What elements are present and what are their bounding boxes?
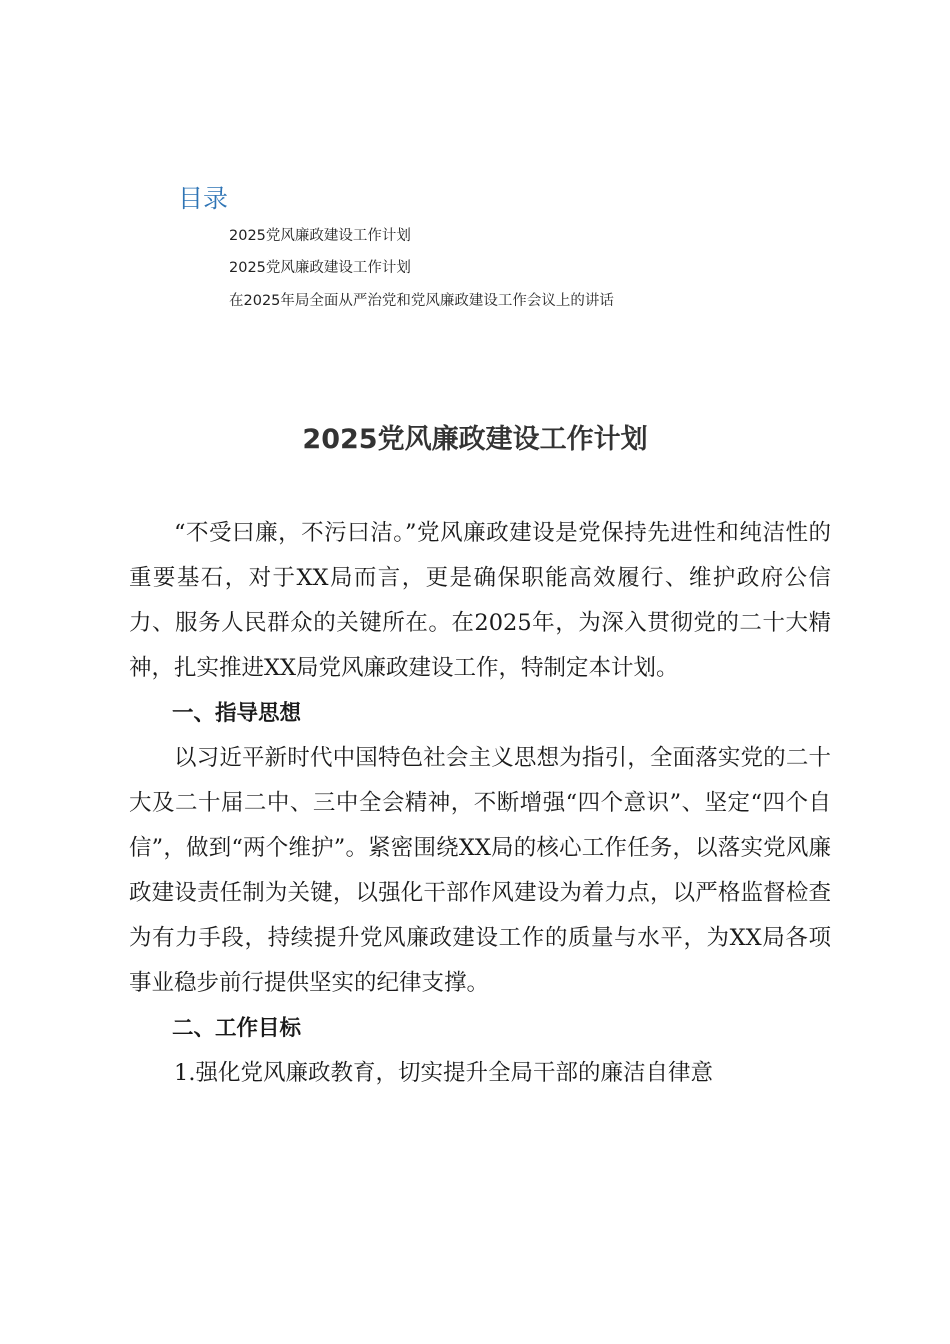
document-body [129, 511, 831, 1096]
body-paragraph: 以习近平新时代中国特色社会主义思想为指引，全面落实党的二十大及二十届二中、三中全会精神，不断增强“四个意识”、坚定“四个自信”，做到“两个维护”。紧密围绕XX局的核心工作任务，以落实党风廉政建设责任制为关键，以强化干部作风建设为着力点，以严格监督检查为有力手段，持续提升党风廉政建设工作的质量与水平，为XX局各项事业稳步前行提供坚实的纪律支撑。 [129, 745, 831, 996]
section-heading: 一、指导思想 [172, 701, 302, 726]
toc-entry-link[interactable]: 2025党风廉政建设工作计划 [229, 228, 411, 244]
toc-entry-link[interactable]: 在2025年局全面从严治党和党风廉政建设工作会议上的讲话 [229, 293, 614, 309]
body-paragraph: 1.强化党风廉政教育，切实提升全局干部的廉洁自律意 [174, 1060, 713, 1086]
document-title: 2025党风廉政建设工作计划 [302, 424, 648, 455]
toc-heading: 目录 [178, 184, 229, 213]
toc-entry-link[interactable]: 2025党风廉政建设工作计划 [229, 260, 411, 276]
section-heading: 二、工作目标 [172, 1016, 302, 1041]
intro-paragraph: “不受曰廉，不污曰洁。”党风廉政建设是党保持先进性和纯洁性的重要基石，对于XX局而言，更是确保职能高效履行、维护政府公信力、服务人民群众的关键所在。在2025年，为深入贯彻党的二十大精神，扎实推进XX局党风廉政建设工作，特制定本计划。 [129, 520, 831, 681]
